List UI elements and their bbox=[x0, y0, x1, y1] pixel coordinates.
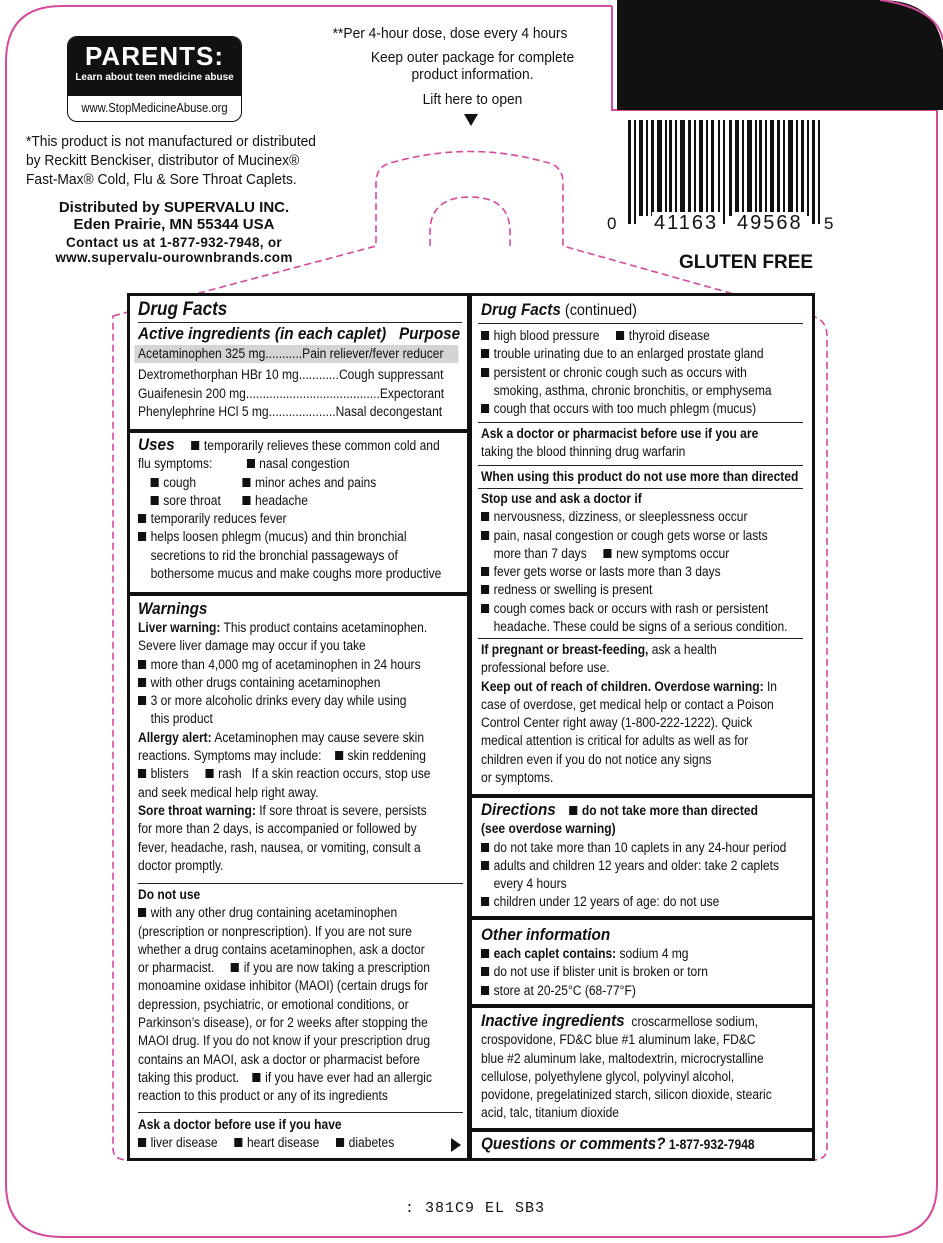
section-rule bbox=[138, 1112, 463, 1113]
barcode-group-right: 49568 bbox=[737, 212, 803, 234]
pregnancy-section: If pregnant or breast-feeding, ask a health professional before use. Keep out of reach of children. Overdose warning: In case of overdose, get medical help or contact a Poison Control Center right away (1-800-222-1222). Quick medical attention is critical for adults as well as for children even if you do not notice any signs or symptoms. bbox=[481, 642, 778, 786]
ingredient-row: Guaifenesin 200 mg........................................Expectorant bbox=[138, 385, 445, 401]
section-rule bbox=[130, 429, 467, 433]
contact-website: www.supervalu-ourownbrands.com bbox=[55, 250, 293, 265]
section-rule bbox=[138, 883, 463, 884]
when-using-section: When using this product do not use more than directed bbox=[481, 469, 799, 484]
section-rule bbox=[472, 1004, 812, 1008]
package-note-line: product information. bbox=[411, 66, 534, 83]
section-rule bbox=[478, 422, 803, 423]
active-ingredients-header bbox=[138, 323, 460, 345]
right-column: Drug Facts (continued) bbox=[481, 300, 637, 319]
lot-code: : 381C9 EL SB3 bbox=[404, 1200, 546, 1217]
parents-url: www.StopMedicineAbuse.org bbox=[81, 101, 228, 115]
uses-section: Uses temporarily relieves these common cold and flu symptoms: nasal congestion cough minor aches and pains sore throat headache temporarily reduces fever helps loosen phlegm (mucus) and thin bronchial secretions to rid the bronchial passageways of bothersome mucus and make coughs more productive bbox=[138, 435, 442, 582]
disclaimer bbox=[26, 132, 316, 189]
other-information-section: Other information each caplet contains: sodium 4 mg do not use if blister unit is broken or torn store at 20-25°C (68-77°F) bbox=[481, 924, 856, 1000]
stop-use-section: Stop use and ask a doctor if nervousness, dizziness, or sleeplessness occur pain, nasal congestion or cough gets worse or lasts more than 7 days new symptoms occur fever gets worse or lasts more than 3 days redness or swelling is present cough comes back or occurs with rash or persistent headache. These could be signs of a serious condition. bbox=[481, 491, 788, 635]
barcode-group-left: 41163 bbox=[654, 212, 719, 234]
section-rule bbox=[478, 488, 803, 489]
section-rule bbox=[472, 916, 812, 920]
do-not-use-section: Do not use with any other drug containing acetaminophen (prescription or nonprescription). If you are not sure whether a drug contains acetaminophen, ask a doctor or pharmacist. if you are now taking a prescription monoamine oxidase inhibitor (MAOI) (certain drugs for depression, psychiatric, or emotional conditions, or Parkinson’s disease), or for 2 weeks after stopping the MAOI drug. If you do not know if your prescription drug contains an MAOI, ask a doctor or pharmacist before taking this product. if you have ever had an allergic reaction to this product or any of its ingredients bbox=[138, 887, 432, 1104]
directions-title: Directions bbox=[481, 800, 556, 819]
ingredient-row: Phenylephrine HCl 5 mg....................Nasal decongestant bbox=[138, 403, 443, 419]
parents-title: PARENTS: bbox=[85, 41, 224, 71]
purpose-title: Purpose bbox=[398, 324, 461, 343]
warnings-section: Warnings Liver warning: This product contains acetaminophen. Severe liver damage may occur if you take more than 4,000 mg of acetaminophen in 24 hours with other drugs containing acetaminophen 3 or more alcoholic drinks every day while using this product Allergy alert: Acetaminophen may cause severe skin reactions. Symptoms may include: skin reddening blisters rash If a skin reaction occurs, stop use and seek medical help right away. Sore throat warning: If sore throat is severe, persists for more than 2 days, is accompanied or followed by fever, headache, rash, nausea, or vomiting, consult a doctor promptly. bbox=[138, 598, 513, 875]
distributor bbox=[24, 199, 324, 265]
directions-section: Directions do not take more than directed (see overdose warning) do not take more than 10 caplets in any 24-hour period adults and children 12 years and older: take 2 caplets every 4 hours children under 12 years of age: do not use bbox=[481, 800, 787, 910]
left-column bbox=[138, 298, 498, 421]
continue-arrow-icon bbox=[451, 1138, 461, 1152]
inactive-ingredients-title: Inactive ingredients bbox=[481, 1011, 625, 1030]
section-rule bbox=[478, 638, 803, 639]
package-note bbox=[341, 49, 603, 83]
drug-facts-continued-title: Drug Facts bbox=[481, 300, 561, 319]
down-arrow-icon bbox=[464, 114, 478, 126]
ingredient-row: Acetaminophen 325 mg...........Pain reliever/fever reducer bbox=[134, 345, 458, 363]
ask-doctor-section: Ask a doctor before use if you have liver disease heart disease diabetes bbox=[138, 1117, 395, 1151]
continued-conditions: high blood pressure thyroid disease trouble urinating due to an enlarged prostate gland persistent or chronic cough such as occurs with smoking, asthma, chronic bronchitis, or emphysema cough that occurs with too much phlegm (mucus) bbox=[481, 327, 856, 418]
parents-badge bbox=[67, 36, 242, 122]
questions-title: Questions or comments? bbox=[481, 1134, 666, 1153]
drug-facts-title: Drug Facts bbox=[138, 299, 228, 320]
section-rule bbox=[478, 465, 803, 466]
section-rule bbox=[478, 323, 803, 324]
section-rule bbox=[130, 592, 467, 596]
other-information-title: Other information bbox=[481, 925, 611, 944]
gluten-free-label: GLUTEN FREE bbox=[679, 252, 814, 273]
ingredient-row: Dextromethorphan HBr 10 mg............Cough suppressant bbox=[138, 367, 444, 383]
inactive-ingredients-section: Inactive ingredients croscarmellose sodium, crospovidone, FD&C blue #1 aluminum lake, FD&C blue #2 aluminum lake, maltodextrin, microcrystalline cellulose, polyethylene glycol, polyvinyl alcohol, povidone, pregelatinized starch, silicon dioxide, stearic acid, talc, titanium dioxide bbox=[481, 1011, 772, 1121]
uses-title: Uses bbox=[138, 435, 175, 454]
barcode-check-digit: 5 bbox=[824, 214, 834, 233]
package-note-line: Keep outer package for complete bbox=[370, 49, 575, 66]
disclaimer-line: by Reckitt Benckiser, distributor of Mucinex® bbox=[26, 152, 300, 169]
section-rule bbox=[472, 1128, 812, 1132]
barcode-digit-left: 0 bbox=[607, 214, 617, 233]
disclaimer-line: *This product is not manufactured or distributed bbox=[26, 133, 316, 150]
distributor-name: Distributed by SUPERVALU INC. bbox=[58, 199, 290, 216]
contact-phone: Contact us at 1-877-932-7948, or bbox=[66, 235, 282, 250]
questions-section bbox=[481, 1135, 856, 1154]
lift-text: Lift here to open bbox=[422, 91, 523, 108]
questions-phone: 1-877-932-7948 bbox=[668, 1137, 755, 1152]
parents-subtitle: Learn about teen medicine abuse bbox=[75, 72, 234, 83]
dose-note: **Per 4-hour dose, dose every 4 hours bbox=[332, 25, 568, 42]
active-ingredients-title: Active ingredients (in each caplet) bbox=[138, 324, 387, 343]
warnings-title: Warnings bbox=[138, 599, 208, 618]
distributor-address: Eden Prairie, MN 55344 USA bbox=[73, 216, 275, 233]
section-rule bbox=[472, 794, 812, 798]
ask-pharmacist-section: Ask a doctor or pharmacist before use if you are taking the blood thinning drug warfarin bbox=[481, 426, 759, 460]
disclaimer-line: Fast-Max® Cold, Flu & Sore Throat Caplets. bbox=[26, 171, 297, 188]
